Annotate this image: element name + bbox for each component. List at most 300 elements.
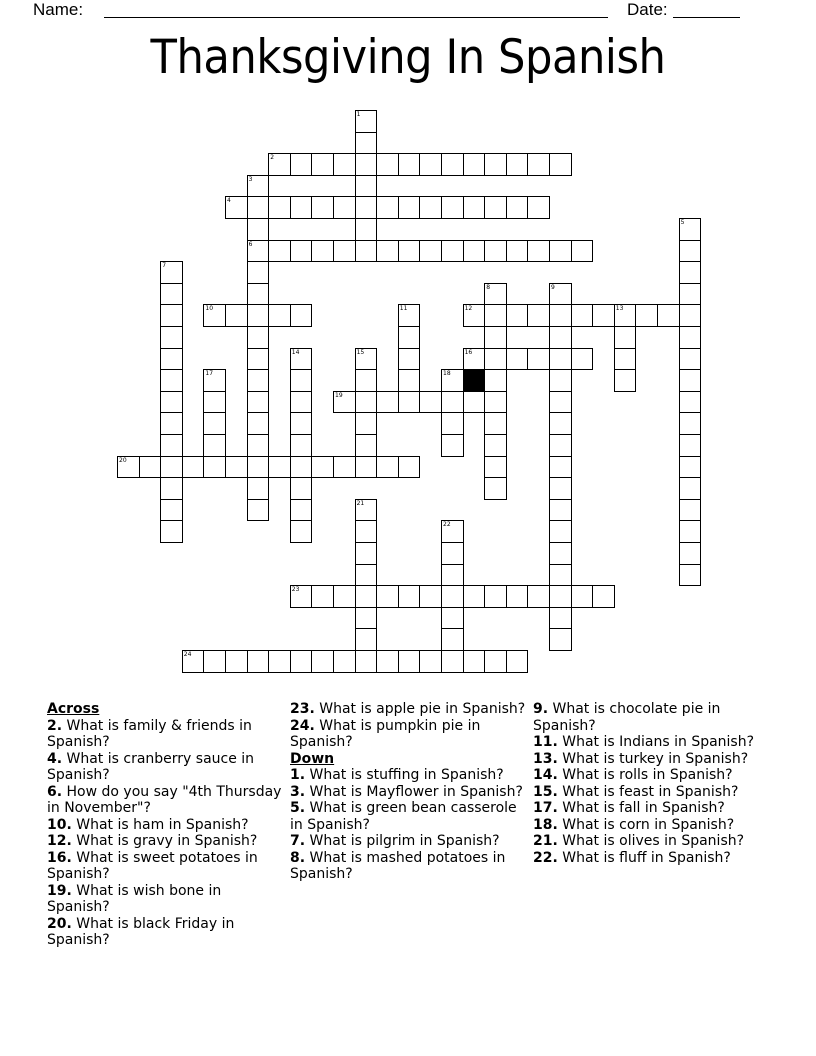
clue-number: 8. <box>290 849 306 866</box>
cell-number: 16 <box>464 348 473 356</box>
clue-number: 15. <box>533 783 558 800</box>
grid-cell[interactable] <box>441 391 464 414</box>
grid-cell[interactable] <box>549 369 572 392</box>
grid-cell[interactable] <box>160 520 183 543</box>
clue-text: How do you say "4th Thursday in November"? <box>47 783 282 816</box>
clue-text: What is fluff in Spanish? <box>562 849 731 866</box>
grid-cell[interactable] <box>679 412 702 435</box>
grid-cell[interactable] <box>160 348 183 371</box>
clue-down-11 <box>533 734 773 751</box>
grid-cell[interactable] <box>419 585 442 608</box>
clue-text: What is pilgrim in Spanish? <box>309 833 500 849</box>
grid-cell[interactable] <box>160 499 183 522</box>
grid-cell[interactable] <box>679 348 702 371</box>
grid-cell[interactable] <box>268 304 291 327</box>
grid-cell[interactable] <box>441 412 464 435</box>
grid-cell[interactable] <box>549 283 572 306</box>
grid-cell[interactable] <box>484 456 507 479</box>
clue-number: 4. <box>47 750 63 767</box>
grid-cell[interactable] <box>549 628 572 651</box>
clue-across-12 <box>47 833 287 850</box>
grid-cell[interactable] <box>549 585 572 608</box>
clue-number: 6. <box>47 783 63 800</box>
grid-cell[interactable] <box>247 196 270 219</box>
grid-cell[interactable] <box>247 456 270 479</box>
grid-cell[interactable] <box>247 434 270 457</box>
grid-cell[interactable] <box>549 434 572 457</box>
grid-cell[interactable] <box>419 153 442 176</box>
grid-cell[interactable] <box>441 650 464 673</box>
grid-cell[interactable] <box>549 326 572 349</box>
grid-cell[interactable] <box>376 585 399 608</box>
grid-cell[interactable] <box>355 110 378 133</box>
grid-cell[interactable] <box>549 477 572 500</box>
grid-cell[interactable] <box>679 391 702 414</box>
grid-cell[interactable] <box>160 369 183 392</box>
grid-cell[interactable] <box>376 240 399 263</box>
clue-text: What is cranberry sauce in Spanish? <box>47 750 255 783</box>
grid-cell[interactable] <box>463 585 486 608</box>
grid-cell[interactable] <box>398 326 421 349</box>
grid-cell[interactable] <box>463 153 486 176</box>
grid-cell[interactable] <box>398 304 421 327</box>
grid-cell[interactable] <box>182 456 205 479</box>
grid-cell[interactable] <box>441 585 464 608</box>
grid-cell[interactable] <box>549 520 572 543</box>
grid-cell[interactable] <box>311 456 334 479</box>
grid-cell[interactable] <box>290 391 313 414</box>
cell-number: 22 <box>443 521 451 529</box>
grid-cell[interactable] <box>657 304 680 327</box>
clue-number: 16. <box>47 849 72 866</box>
clue-text: What is wish bone in Spanish? <box>47 882 222 915</box>
clue-text: What is ham in Spanish? <box>76 816 249 833</box>
grid-cell[interactable] <box>160 391 183 414</box>
grid-cell[interactable] <box>225 456 248 479</box>
grid-cell[interactable] <box>160 304 183 327</box>
clue-text: What is olives in Spanish? <box>562 833 745 849</box>
cell-number: 21 <box>356 499 365 507</box>
grid-cell[interactable] <box>333 456 356 479</box>
grid-cell[interactable] <box>247 283 270 306</box>
grid-cell[interactable] <box>419 391 442 414</box>
cell-number: 1 <box>356 111 361 118</box>
clue-across-24 <box>290 718 530 751</box>
clue-number: 24. <box>290 717 315 734</box>
grid-cell[interactable] <box>419 650 442 673</box>
grid-cell[interactable] <box>463 391 486 414</box>
grid-cell[interactable] <box>247 650 270 673</box>
grid-cell[interactable] <box>160 261 183 284</box>
clue-across-16 <box>47 850 287 883</box>
grid-cell[interactable] <box>355 456 378 479</box>
grid-cell[interactable] <box>355 412 378 435</box>
clue-text: What is pumpkin pie in Spanish? <box>290 717 481 750</box>
clue-text: What is sweet potatoes in Spanish? <box>47 849 258 882</box>
grid-cell[interactable] <box>355 434 378 457</box>
clue-text: What is mashed potatoes in Spanish? <box>290 849 506 882</box>
cell-number: 13 <box>615 305 624 313</box>
grid-cell[interactable] <box>355 520 378 543</box>
grid-cell[interactable] <box>355 499 378 522</box>
grid-cell[interactable] <box>484 585 507 608</box>
grid-cell[interactable] <box>484 348 507 371</box>
grid-cell[interactable] <box>247 218 270 241</box>
grid-cell[interactable] <box>225 304 248 327</box>
grid-cell[interactable] <box>225 650 248 673</box>
clue-text: What is chocolate pie in Spanish? <box>533 701 721 734</box>
grid-cell[interactable] <box>679 261 702 284</box>
grid-cell[interactable] <box>247 391 270 414</box>
grid-cell[interactable] <box>398 369 421 392</box>
clue-across-10 <box>47 817 287 834</box>
grid-cell[interactable] <box>160 283 183 306</box>
grid-cell[interactable] <box>355 585 378 608</box>
grid-cell[interactable] <box>290 153 313 176</box>
clue-number: 10. <box>47 816 72 833</box>
cell-number: 9 <box>551 283 555 291</box>
clue-down-14 <box>533 767 773 784</box>
grid-cell[interactable] <box>614 326 637 349</box>
grid-cell[interactable] <box>203 304 226 327</box>
grid-cell[interactable] <box>441 607 464 630</box>
grid-cell[interactable] <box>160 326 183 349</box>
grid-cell[interactable] <box>290 434 313 457</box>
grid-cell[interactable] <box>376 153 399 176</box>
clue-text: What is apple pie in Spanish? <box>319 701 526 717</box>
grid-cell[interactable] <box>571 240 594 263</box>
clue-text: What is corn in Spanish? <box>562 816 735 833</box>
grid-cell[interactable] <box>549 240 572 263</box>
grid-cell[interactable] <box>679 499 702 522</box>
clue-across-6 <box>47 784 287 817</box>
grid-cell[interactable] <box>441 520 464 543</box>
clue-number: 12. <box>47 833 72 849</box>
grid-cell[interactable] <box>290 456 313 479</box>
grid-cell[interactable] <box>333 391 356 414</box>
grid-cell[interactable] <box>355 348 378 371</box>
grid-cell[interactable] <box>679 456 702 479</box>
grid-cell[interactable] <box>484 304 507 327</box>
grid-cell[interactable] <box>160 412 183 435</box>
grid-cell[interactable] <box>463 650 486 673</box>
grid-cell[interactable] <box>549 607 572 630</box>
grid-cell[interactable] <box>290 369 313 392</box>
grid-cell[interactable] <box>290 477 313 500</box>
grid-cell[interactable] <box>419 196 442 219</box>
grid-cell[interactable] <box>247 326 270 349</box>
grid-cell[interactable] <box>355 564 378 587</box>
grid-cell[interactable] <box>549 412 572 435</box>
clue-number: 7. <box>290 833 306 849</box>
grid-cell[interactable] <box>203 369 226 392</box>
grid-cell[interactable] <box>484 326 507 349</box>
clue-number: 19. <box>47 882 72 899</box>
grid-cell[interactable] <box>311 153 334 176</box>
clue-number: 1. <box>290 767 306 783</box>
grid-cell[interactable] <box>679 477 702 500</box>
grid-cell[interactable] <box>484 391 507 414</box>
grid-cell[interactable] <box>679 520 702 543</box>
clue-down-5 <box>290 800 530 833</box>
grid-cell[interactable] <box>355 628 378 651</box>
grid-cell[interactable] <box>441 628 464 651</box>
grid-cell[interactable] <box>268 650 291 673</box>
grid-cell[interactable] <box>398 456 421 479</box>
clue-number: 14. <box>533 767 558 783</box>
grid-cell[interactable] <box>117 456 140 479</box>
grid-cell[interactable] <box>160 434 183 457</box>
grid-cell[interactable] <box>290 520 313 543</box>
grid-cell[interactable] <box>463 348 486 371</box>
grid-cell[interactable] <box>290 499 313 522</box>
grid-cell[interactable] <box>527 153 550 176</box>
clue-text: What is black Friday in Spanish? <box>47 915 235 948</box>
clue-text: What is rolls in Spanish? <box>562 767 733 783</box>
grid-cell[interactable] <box>398 348 421 371</box>
across-heading: Across <box>47 701 100 717</box>
grid-cell[interactable] <box>484 369 507 392</box>
grid-cell[interactable] <box>679 283 702 306</box>
grid-cell[interactable] <box>355 391 378 414</box>
cell-number: 23 <box>291 586 300 594</box>
grid-cell[interactable] <box>527 196 550 219</box>
grid-cell[interactable] <box>398 240 421 263</box>
grid-cell[interactable] <box>527 348 550 371</box>
grid-cell[interactable] <box>484 477 507 500</box>
grid-cell[interactable] <box>549 391 572 414</box>
grid-cell[interactable] <box>333 650 356 673</box>
grid-cell[interactable] <box>679 564 702 587</box>
cell-number: 3 <box>248 175 253 183</box>
grid-cell[interactable] <box>679 304 702 327</box>
grid-cell[interactable] <box>203 650 226 673</box>
grid-cell[interactable] <box>268 196 291 219</box>
grid-cell[interactable] <box>355 542 378 565</box>
grid-cell[interactable] <box>203 391 226 414</box>
grid-cell[interactable] <box>614 369 637 392</box>
clue-down-3 <box>290 784 530 801</box>
grid-cell[interactable] <box>203 456 226 479</box>
grid-cell[interactable] <box>203 434 226 457</box>
name-label: Name: <box>33 0 84 19</box>
grid-cell[interactable] <box>398 585 421 608</box>
grid-cell[interactable] <box>592 304 615 327</box>
grid-cell[interactable] <box>290 304 313 327</box>
grid-cell[interactable] <box>398 196 421 219</box>
grid-cell[interactable] <box>441 564 464 587</box>
grid-cell[interactable] <box>549 153 572 176</box>
grid-cell[interactable] <box>247 412 270 435</box>
clues-column-3 <box>533 701 773 866</box>
grid-cell[interactable] <box>484 412 507 435</box>
grid-cell[interactable] <box>139 456 162 479</box>
grid-cell[interactable] <box>463 196 486 219</box>
grid-cell[interactable] <box>571 304 594 327</box>
grid-cell[interactable] <box>160 477 183 500</box>
grid-cell[interactable] <box>549 542 572 565</box>
clue-number: 23. <box>290 701 315 717</box>
grid-cell[interactable] <box>614 304 637 327</box>
grid-cell[interactable] <box>311 240 334 263</box>
grid-cell[interactable] <box>333 196 356 219</box>
clues-column-2 <box>290 701 530 883</box>
grid-cell[interactable] <box>355 153 378 176</box>
grid-cell[interactable] <box>679 434 702 457</box>
grid-cell[interactable] <box>355 132 378 155</box>
grid-cell[interactable] <box>484 283 507 306</box>
clue-text: What is turkey in Spanish? <box>562 750 749 767</box>
grid-cell[interactable] <box>355 240 378 263</box>
grid-cell[interactable] <box>549 456 572 479</box>
grid-cell[interactable] <box>679 542 702 565</box>
grid-cell[interactable] <box>290 240 313 263</box>
grid-cell[interactable] <box>419 240 442 263</box>
black-cell <box>463 369 486 392</box>
grid-cell[interactable] <box>527 585 550 608</box>
grid-cell[interactable] <box>311 650 334 673</box>
grid-cell[interactable] <box>225 196 248 219</box>
grid-cell[interactable] <box>441 196 464 219</box>
grid-cell[interactable] <box>355 218 378 241</box>
grid-cell[interactable] <box>355 650 378 673</box>
grid-cell[interactable] <box>398 650 421 673</box>
grid-cell[interactable] <box>290 348 313 371</box>
grid-cell[interactable] <box>679 240 702 263</box>
grid-cell[interactable] <box>441 240 464 263</box>
grid-cell[interactable] <box>506 348 529 371</box>
grid-cell[interactable] <box>247 175 270 198</box>
clue-text: What is green bean casserole in Spanish? <box>290 800 517 833</box>
grid-cell[interactable] <box>592 585 615 608</box>
cell-number: 15 <box>356 348 365 356</box>
grid-cell[interactable] <box>247 499 270 522</box>
grid-cell[interactable] <box>506 240 529 263</box>
clue-down-13 <box>533 751 773 768</box>
grid-cell[interactable] <box>441 153 464 176</box>
grid-cell[interactable] <box>441 434 464 457</box>
grid-cell[interactable] <box>333 240 356 263</box>
grid-cell[interactable] <box>247 348 270 371</box>
grid-cell[interactable] <box>441 542 464 565</box>
grid-cell[interactable] <box>506 304 529 327</box>
clue-text: What is Mayflower in Spanish? <box>309 783 523 800</box>
grid-cell[interactable] <box>506 585 529 608</box>
grid-cell[interactable] <box>506 196 529 219</box>
grid-cell[interactable] <box>290 585 313 608</box>
grid-cell[interactable] <box>333 585 356 608</box>
clue-number: 18. <box>533 816 558 833</box>
grid-cell[interactable] <box>247 304 270 327</box>
grid-cell[interactable] <box>247 261 270 284</box>
grid-cell[interactable] <box>614 348 637 371</box>
grid-cell[interactable] <box>571 585 594 608</box>
grid-cell[interactable] <box>679 369 702 392</box>
grid-cell[interactable] <box>333 153 356 176</box>
grid-cell[interactable] <box>355 175 378 198</box>
cell-number: 19 <box>335 391 343 399</box>
grid-cell[interactable] <box>290 412 313 435</box>
grid-cell[interactable] <box>376 650 399 673</box>
grid-cell[interactable] <box>484 650 507 673</box>
grid-cell[interactable] <box>635 304 658 327</box>
grid-cell[interactable] <box>376 391 399 414</box>
cell-number: 14 <box>291 348 300 356</box>
grid-cell[interactable] <box>160 456 183 479</box>
date-label: Date: <box>627 0 668 19</box>
clue-down-18 <box>533 817 773 834</box>
grid-cell[interactable] <box>527 240 550 263</box>
clue-text: What is gravy in Spanish? <box>76 833 258 849</box>
grid-cell[interactable] <box>484 434 507 457</box>
down-heading: Down <box>290 750 335 767</box>
grid-cell[interactable] <box>679 326 702 349</box>
grid-cell[interactable] <box>311 585 334 608</box>
grid-cell[interactable] <box>463 240 486 263</box>
grid-cell[interactable] <box>484 153 507 176</box>
grid-cell[interactable] <box>571 348 594 371</box>
grid-cell[interactable] <box>527 304 550 327</box>
grid-cell[interactable] <box>549 499 572 522</box>
cell-number: 10 <box>205 305 214 313</box>
grid-cell[interactable] <box>398 391 421 414</box>
grid-cell[interactable] <box>484 240 507 263</box>
grid-cell[interactable] <box>463 304 486 327</box>
grid-cell[interactable] <box>355 607 378 630</box>
clue-across-4 <box>47 751 287 784</box>
clue-number: 22. <box>533 849 558 866</box>
grid-cell[interactable] <box>290 650 313 673</box>
cell-number: 20 <box>119 456 127 464</box>
grid-cell[interactable] <box>203 412 226 435</box>
grid-cell[interactable] <box>268 153 291 176</box>
grid-cell[interactable] <box>376 196 399 219</box>
grid-cell[interactable] <box>549 304 572 327</box>
grid-cell[interactable] <box>247 477 270 500</box>
cell-number: 18 <box>443 370 451 378</box>
grid-cell[interactable] <box>376 456 399 479</box>
grid-cell[interactable] <box>182 650 205 673</box>
grid-cell[interactable] <box>484 196 507 219</box>
clue-number: 17. <box>533 800 558 816</box>
cell-number: 17 <box>205 370 214 378</box>
grid-cell[interactable] <box>506 153 529 176</box>
grid-cell[interactable] <box>247 240 270 263</box>
grid-cell[interactable] <box>679 218 702 241</box>
grid-cell[interactable] <box>398 153 421 176</box>
clues-column-1 <box>47 701 287 949</box>
grid-cell[interactable] <box>355 196 378 219</box>
grid-cell[interactable] <box>290 196 313 219</box>
clue-text: What is family & friends in Spanish? <box>47 717 252 750</box>
grid-cell[interactable] <box>311 196 334 219</box>
grid-cell[interactable] <box>549 348 572 371</box>
grid-cell[interactable] <box>268 456 291 479</box>
grid-cell[interactable] <box>506 650 529 673</box>
cell-number: 4 <box>227 197 231 205</box>
grid-cell[interactable] <box>247 369 270 392</box>
cell-number: 2 <box>270 154 275 162</box>
clue-number: 2. <box>47 717 63 734</box>
grid-cell[interactable] <box>441 369 464 392</box>
grid-cell[interactable] <box>355 369 378 392</box>
clue-text: What is stuffing in Spanish? <box>309 767 504 783</box>
clue-text: What is fall in Spanish? <box>562 800 725 816</box>
clue-number: 21. <box>533 833 558 849</box>
grid-cell[interactable] <box>549 564 572 587</box>
clue-down-22 <box>533 850 773 867</box>
grid-cell[interactable] <box>268 240 291 263</box>
